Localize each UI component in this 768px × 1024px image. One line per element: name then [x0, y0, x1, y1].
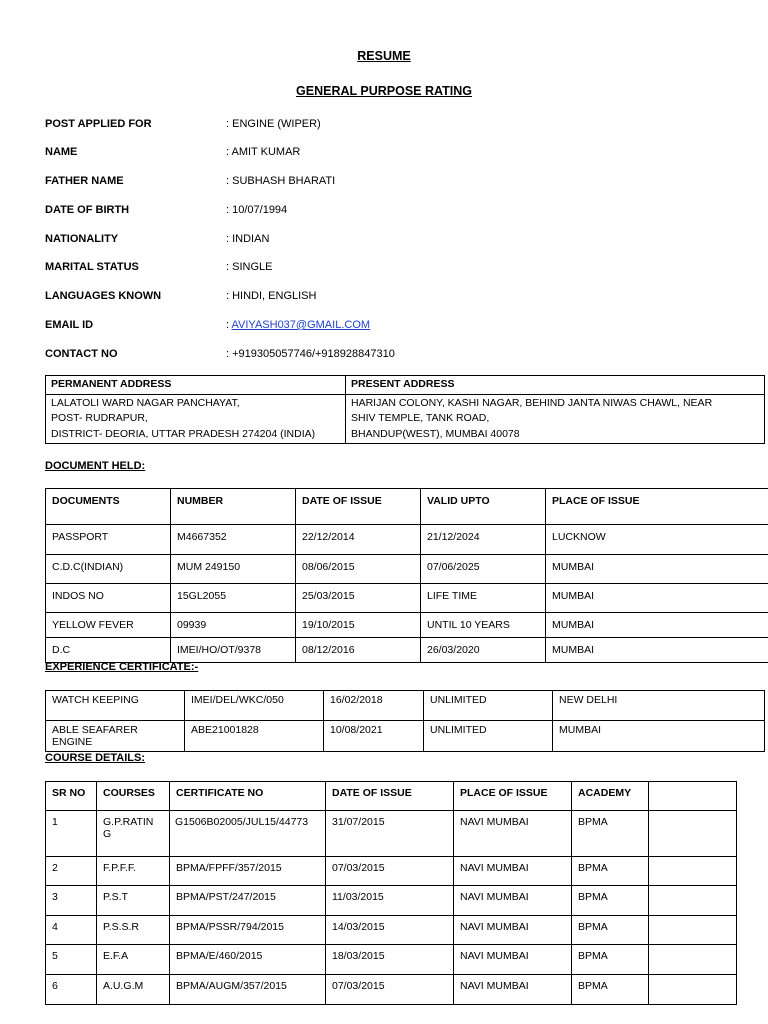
- table-cell: M4667352: [171, 525, 296, 555]
- table-cell: NAVI MUMBAI: [454, 945, 572, 975]
- present-address-line: BHANDUP(WEST), MUMBAI 40078: [351, 427, 520, 440]
- experience-table: [45, 690, 765, 752]
- table-cell: 5: [46, 945, 97, 975]
- table-cell: 22/12/2014: [296, 525, 421, 555]
- table-cell: NEW DELHI: [553, 691, 765, 721]
- page-title: RESUME: [357, 49, 411, 63]
- experience-heading: [45, 661, 198, 673]
- table-cell: PASSPORT: [46, 525, 171, 555]
- documents-table: [45, 488, 768, 663]
- table-cell: BPMA: [572, 916, 649, 945]
- table-cell: IMEI/DEL/WKC/050: [185, 691, 324, 721]
- table-cell: 26/03/2020: [421, 638, 546, 663]
- table-row: [46, 525, 768, 555]
- table-cell: BPMA: [572, 975, 649, 1005]
- table-cell: 21/12/2024: [421, 525, 546, 555]
- table-cell: MUMBAI: [546, 613, 768, 638]
- table-cell: BPMA/PST/247/2015: [170, 886, 326, 916]
- table-row: [46, 721, 765, 752]
- courses-header-cell: [649, 782, 737, 811]
- table-cell: NAVI MUMBAI: [454, 811, 572, 857]
- table-cell: WATCH KEEPING: [46, 691, 185, 721]
- table-row: [46, 811, 737, 857]
- table-row: [46, 691, 765, 721]
- value-nationality: : INDIAN: [226, 233, 270, 245]
- table-cell: 4: [46, 916, 97, 945]
- table-cell: NAVI MUMBAI: [454, 916, 572, 945]
- table-cell: BPMA: [572, 945, 649, 975]
- table-cell: G1506B02005/JUL15/44773: [170, 811, 326, 857]
- documents-header-cell: DATE OF ISSUE: [296, 489, 421, 525]
- table-cell: BPMA/AUGM/357/2015: [170, 975, 326, 1005]
- permanent-address: [46, 394, 346, 444]
- label-contact: CONTACT NO: [45, 348, 118, 360]
- table-cell: [649, 886, 737, 916]
- table-cell: BPMA/E/460/2015: [170, 945, 326, 975]
- courses-table: [45, 781, 737, 1005]
- table-cell: 15GL2055: [171, 584, 296, 613]
- table-cell: ABLE SEAFARER ENGINE: [46, 721, 185, 752]
- table-cell: [649, 916, 737, 945]
- documents-heading: DOCUMENT HELD:: [45, 460, 146, 472]
- table-cell: [649, 945, 737, 975]
- value-father-name: : SUBHASH BHARATI: [226, 175, 336, 187]
- courses-header-cell: ACADEMY: [572, 782, 649, 811]
- permanent-address-line: POST- RUDRAPUR,: [51, 412, 148, 424]
- present-address-line: SHIV TEMPLE, TANK ROAD,: [351, 412, 490, 424]
- table-row: [46, 555, 768, 584]
- table-cell: UNLIMITED: [424, 691, 553, 721]
- courses-header-cell: COURSES: [97, 782, 170, 811]
- table-cell: UNTIL 10 YEARS: [421, 613, 546, 638]
- table-cell: [649, 857, 737, 886]
- table-cell: NAVI MUMBAI: [454, 857, 572, 886]
- table-cell: BPMA/PSSR/794/2015: [170, 916, 326, 945]
- table-cell: 19/10/2015: [296, 613, 421, 638]
- permanent-address-header: PERMANENT ADDRESS: [46, 376, 346, 395]
- table-cell: 2: [46, 857, 97, 886]
- table-cell: LIFE TIME: [421, 584, 546, 613]
- email-prefix: :: [226, 319, 232, 331]
- documents-header-cell: VALID UPTO: [421, 489, 546, 525]
- table-cell: [649, 975, 737, 1005]
- value-name: : AMIT KUMAR: [226, 146, 301, 158]
- table-row: [46, 613, 768, 638]
- courses-header-cell: PLACE OF ISSUE: [454, 782, 572, 811]
- value-post-applied: : ENGINE (WIPER): [226, 118, 321, 130]
- table-row: [46, 975, 737, 1005]
- label-marital-status: MARITAL STATUS: [45, 261, 139, 273]
- label-date-of-birth: DATE OF BIRTH: [45, 204, 130, 216]
- table-cell: 16/02/2018: [324, 691, 424, 721]
- table-cell: F.P.F.F.: [97, 857, 170, 886]
- value-contact: : +919305057746/+918928847310: [226, 348, 395, 360]
- permanent-address-line: DISTRICT- DEORIA, UTTAR PRADESH 274204 (INDIA): [51, 427, 316, 440]
- table-cell: ABE21001828: [185, 721, 324, 752]
- table-cell: 18/03/2015: [326, 945, 454, 975]
- table-cell: 07/03/2015: [326, 975, 454, 1005]
- email-link[interactable]: AVIYASH037@GMAIL.COM: [231, 319, 371, 331]
- value-date-of-birth: : 10/07/1994: [226, 204, 288, 216]
- table-cell: MUM 249150: [171, 555, 296, 584]
- label-email: EMAIL ID: [45, 319, 94, 331]
- table-row: [46, 886, 737, 916]
- table-cell: MUMBAI: [546, 555, 768, 584]
- table-cell: 08/12/2016: [296, 638, 421, 663]
- label-name: NAME: [45, 146, 78, 158]
- label-post-applied: POST APPLIED FOR: [45, 118, 152, 130]
- courses-header-cell: DATE OF ISSUE: [326, 782, 454, 811]
- table-cell: MUMBAI: [553, 721, 765, 752]
- table-cell: BPMA/FPFF/357/2015: [170, 857, 326, 886]
- table-cell: NAVI MUMBAI: [454, 975, 572, 1005]
- table-cell: INDOS NO: [46, 584, 171, 613]
- value-email: [226, 319, 370, 331]
- table-cell: 31/07/2015: [326, 811, 454, 857]
- label-languages: LANGUAGES KNOWN: [45, 290, 162, 302]
- table-cell: P.S.S.R: [97, 916, 170, 945]
- table-cell: 08/06/2015: [296, 555, 421, 584]
- table-cell: YELLOW FEVER: [46, 613, 171, 638]
- label-nationality: NATIONALITY: [45, 233, 119, 245]
- value-languages: : HINDI, ENGLISH: [226, 290, 317, 302]
- courses-heading: COURSE DETAILS:: [45, 752, 146, 764]
- table-cell: 07/03/2015: [326, 857, 454, 886]
- table-cell: G.P.RATIN G: [97, 811, 170, 857]
- table-cell: BPMA: [572, 811, 649, 857]
- table-row: [46, 857, 737, 886]
- present-address-header: PRESENT ADDRESS: [346, 376, 765, 395]
- experience-heading-text: EXPERIENCE CERTIFICATE: [45, 661, 191, 673]
- table-cell: [649, 811, 737, 857]
- table-cell: 11/03/2015: [326, 886, 454, 916]
- table-row: [46, 945, 737, 975]
- table-row: [46, 584, 768, 613]
- table-cell: 6: [46, 975, 97, 1005]
- table-cell: IMEI/HO/OT/9378: [171, 638, 296, 663]
- table-cell: 3: [46, 886, 97, 916]
- present-address: [346, 394, 765, 444]
- table-cell: 1: [46, 811, 97, 857]
- table-cell: 09939: [171, 613, 296, 638]
- table-cell: 10/08/2021: [324, 721, 424, 752]
- experience-heading-suffix: :-: [190, 661, 199, 673]
- table-cell: 07/06/2025: [421, 555, 546, 584]
- table-cell: NAVI MUMBAI: [454, 886, 572, 916]
- table-cell: A.U.G.M: [97, 975, 170, 1005]
- value-marital-status: : SINGLE: [226, 261, 273, 273]
- label-father-name: FATHER NAME: [45, 175, 124, 187]
- documents-header-cell: DOCUMENTS: [46, 489, 171, 525]
- courses-header-cell: CERTIFICATE NO: [170, 782, 326, 811]
- address-table: [45, 375, 765, 444]
- table-row: [46, 916, 737, 945]
- table-cell: P.S.T: [97, 886, 170, 916]
- table-cell: BPMA: [572, 857, 649, 886]
- table-cell: E.F.A: [97, 945, 170, 975]
- table-cell: MUMBAI: [546, 584, 768, 613]
- documents-header-cell: NUMBER: [171, 489, 296, 525]
- courses-header-cell: SR NO: [46, 782, 97, 811]
- table-cell: 14/03/2015: [326, 916, 454, 945]
- table-cell: UNLIMITED: [424, 721, 553, 752]
- page-subtitle: GENERAL PURPOSE RATING: [296, 84, 472, 98]
- table-cell: D.C: [46, 638, 171, 663]
- table-cell: C.D.C(INDIAN): [46, 555, 171, 584]
- documents-header-cell: PLACE OF ISSUE: [546, 489, 768, 525]
- table-cell: LUCKNOW: [546, 525, 768, 555]
- table-row: [46, 638, 768, 663]
- table-cell: BPMA: [572, 886, 649, 916]
- permanent-address-line: LALATOLI WARD NAGAR PANCHAYAT,: [51, 396, 240, 409]
- table-cell: MUMBAI: [546, 638, 768, 663]
- table-cell: 25/03/2015: [296, 584, 421, 613]
- present-address-line: HARIJAN COLONY, KASHI NAGAR, BEHIND JANTA NIWAS CHAWL, NEAR: [351, 396, 713, 409]
